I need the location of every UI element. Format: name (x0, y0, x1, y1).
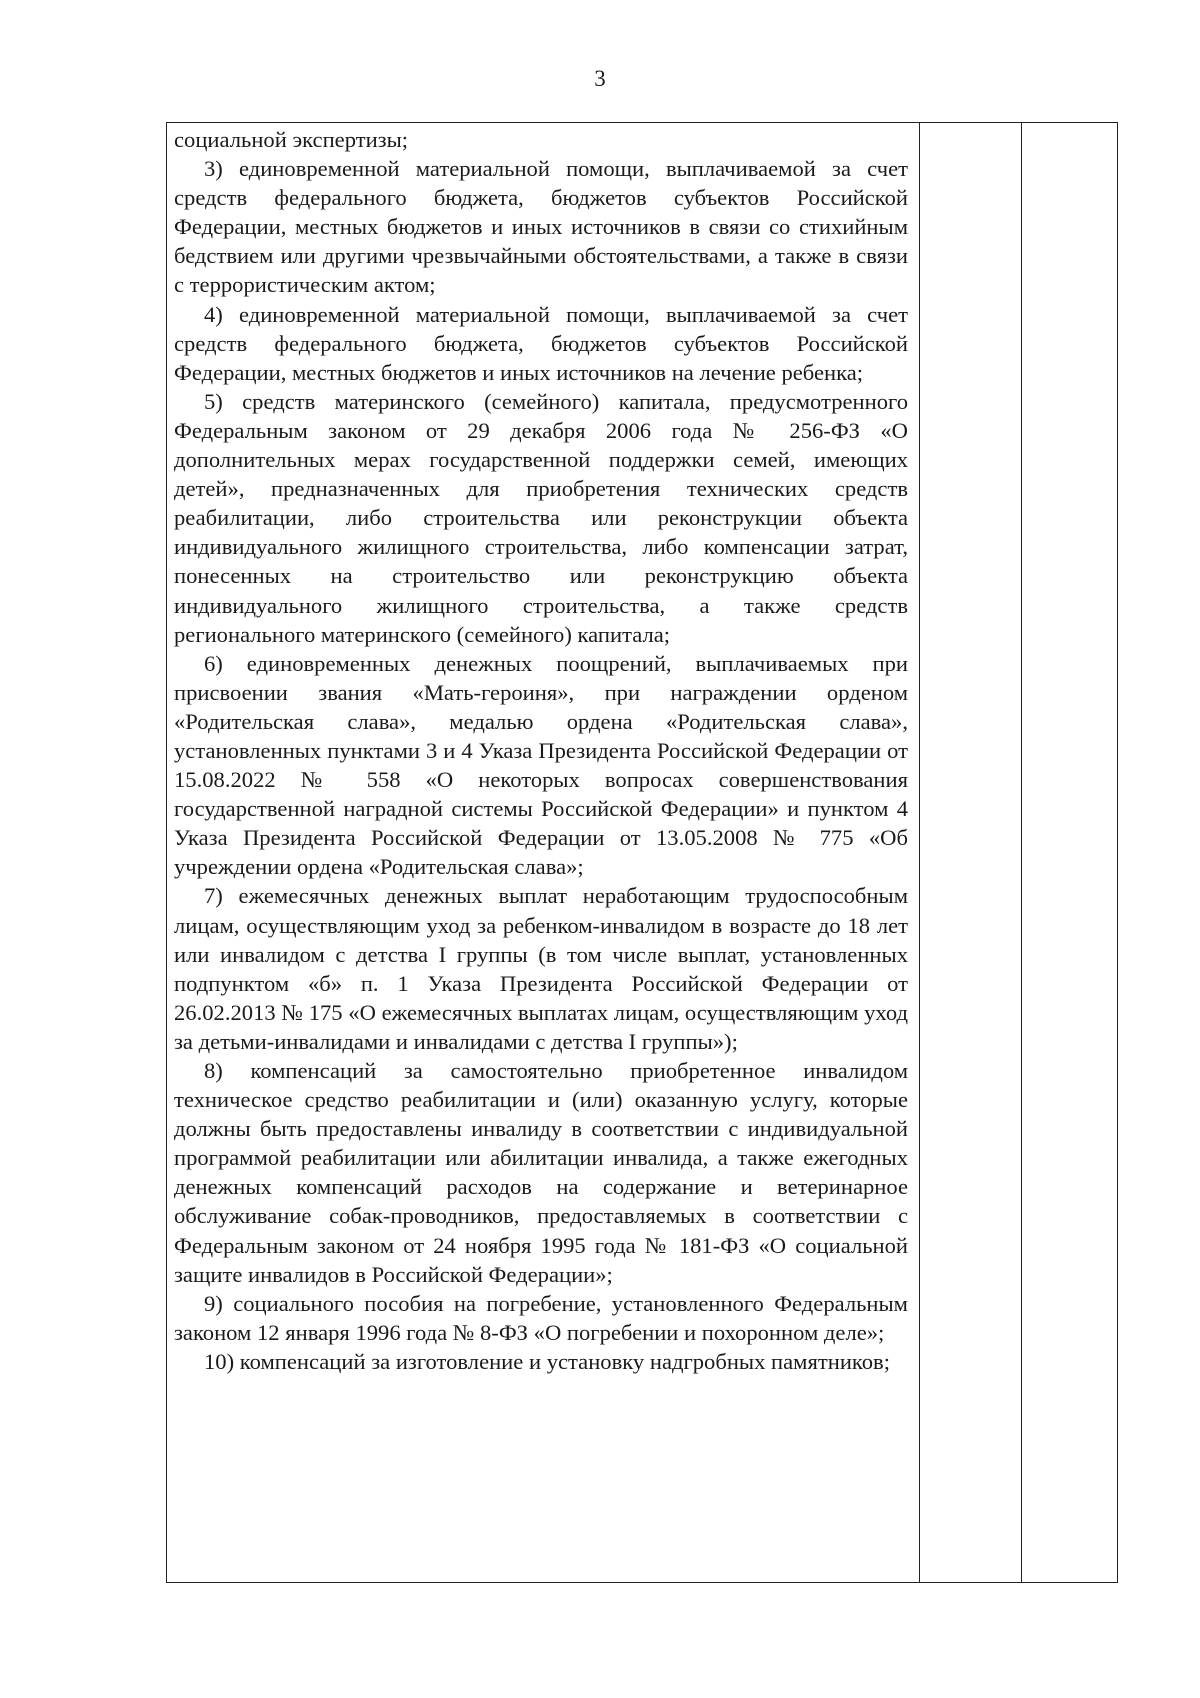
paragraph-item-5: 5) средств материнского (семейного) капитала, предусмотренного Федеральным законом от 29 декабря 2006 года № 256-ФЗ «О дополнительных мерах государственной поддержки семей, имеющих детей», предназначенных для приобретения технических средств реабилитации, либо строительства или реконструкции объекта индивидуального жилищного строительства, либо компенсации затрат, понесенных на строительство или реконструкцию объекта индивидуального жилищного строительства, а также средств регионального материнского (семейного) капитала; (174, 388, 908, 647)
paragraph-item-7: 7) ежемесячных денежных выплат неработающим трудоспособным лицам, осуществляющим уход за ребенком-инвалидом в возрасте до 18 лет или инвалидом с детства I группы (в том числе выплат, установленных подпунктом «б» п. 1 Указа Президента Российской Федерации от 26.02.2013 № 175 «О ежемесячных выплатах лицам, осуществляющим уход за детьми-инвалидами и инвалидами с детства I группы»); (174, 883, 908, 1054)
document-table (166, 122, 1118, 1583)
paragraph-item-8: 8) компенсаций за самостоятельно приобретенное инвалидом техническое средство реабилитации и (или) оказанную услугу, которые должны быть предоставлены инвалиду в соответствии с индивидуальной программой реабилитации или абилитации инвалида, а также ежегодных денежных компенсаций расходов на содержание и ветеринарное обслуживание собак-проводников, предоставляемых в соответствии с Федеральным законом от 24 ноября 1995 года № 181-ФЗ «О социальной защите инвалидов в Российской Федерации»; (174, 1058, 908, 1287)
page-number: 3 (594, 66, 606, 91)
column-divider (1021, 123, 1022, 1582)
paragraph-item-3: 3) единовременной материальной помощи, выплачиваемой за счет средств федерального бюджета, бюджетов субъектов Российской Федерации, местных бюджетов и иных источников в связи со стихийным бедствием или другими чрезвычайными обстоятельствами, а также в связи с террористическим актом; (174, 156, 908, 298)
paragraph-item-4: 4) единовременной материальной помощи, выплачиваемой за счет средств федерального бюджета, бюджетов субъектов Российской Федерации, местных бюджетов и иных источников на лечение ребенка; (174, 301, 908, 385)
paragraph-item-10: 10) компенсаций за изготовление и установку надгробных памятников; (204, 1348, 890, 1374)
column-divider (919, 123, 920, 1582)
paragraph-item-6: 6) единовременных денежных поощрений, выплачиваемых при присвоении звания «Мать-героиня», при награждении орденом «Родительская слава», медалью ордена «Родительская слава», установленных пунктами 3 и 4 Указа Президента Российской Федерации от 15.08.2022 № 558 «О некоторых вопросах совершенствования государственной наградной системы Российской Федерации» и пунктом 4 Указа Президента Российской Федерации от 13.05.2008 № 775 «Об учреждении ордена «Родительская слава»; (174, 650, 908, 880)
paragraph-continuation: социальной экспертизы; (174, 127, 409, 152)
paragraph-item-9: 9) социального пособия на погребение, установленного Федеральным законом 12 января 1996 года № 8-ФЗ «О погребении и похоронном деле»; (174, 1290, 908, 1345)
table-cell-text (174, 125, 908, 1376)
